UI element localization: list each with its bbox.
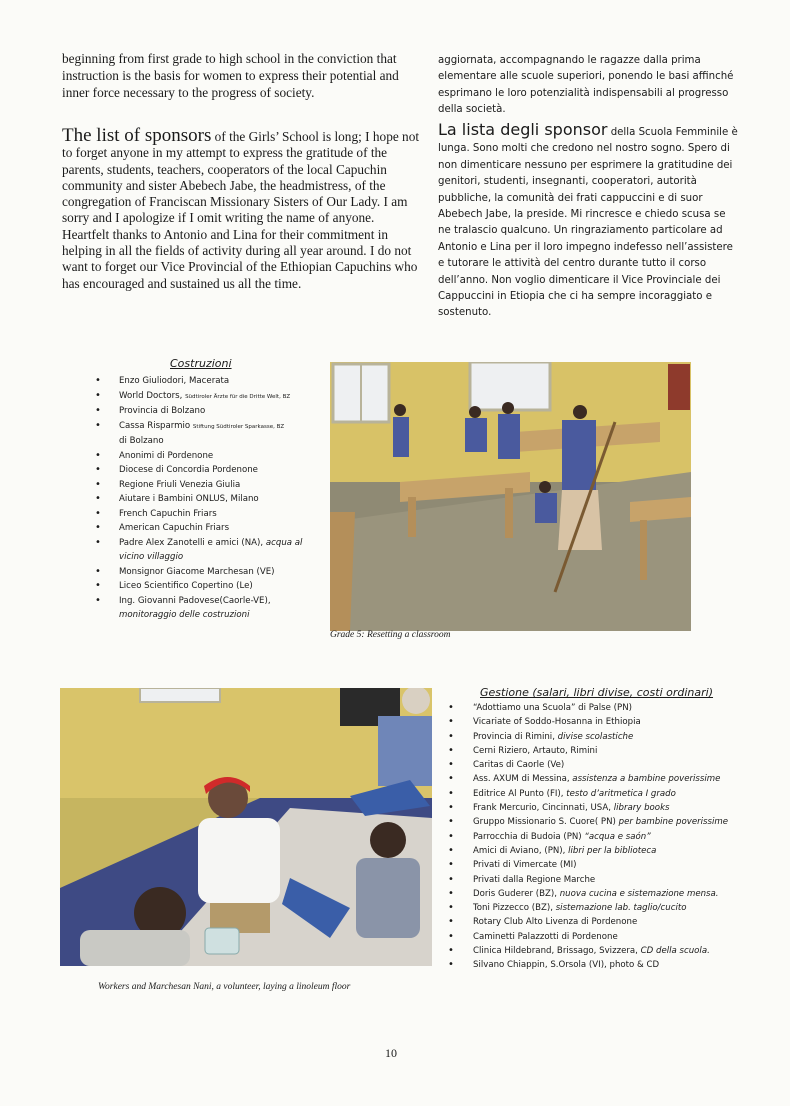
- sponsor-list-item: [448, 915, 748, 929]
- linoleum-photo-illustration: [60, 688, 432, 966]
- gestione-list: [448, 701, 748, 973]
- sponsor-name: Privati di Vimercate (MI): [473, 860, 577, 871]
- sponsor-list-item: [95, 463, 325, 478]
- sponsor-name: Privati dalla Regione Marche: [473, 874, 596, 885]
- sponsor-purpose: monitoraggio delle costruzioni: [119, 610, 250, 620]
- sponsor-list-item: [448, 944, 748, 958]
- sponsor-purpose: libri per la biblioteca: [568, 845, 657, 856]
- sponsor-purpose: divise scolastiche: [557, 731, 634, 742]
- sponsor-list-item: [448, 901, 748, 915]
- sponsor-name: Regione Friuli Venezia Giulia: [119, 479, 241, 490]
- sponsor-list-item: [95, 478, 325, 493]
- sponsor-name: Caminetti Palazzotti di Pordenone: [473, 931, 618, 942]
- classroom-photo-illustration: [330, 362, 691, 631]
- sponsor-name: Gruppo Missionario S. Cuore( PN): [473, 817, 619, 828]
- english-sponsors-paragraph: [62, 125, 422, 292]
- sponsor-name: Frank Mercurio, Cincinnati, USA,: [473, 803, 614, 814]
- sponsor-list-item: [448, 844, 748, 858]
- sponsor-list-item: [95, 419, 325, 435]
- sponsor-list-item: [95, 594, 325, 623]
- linoleum-photo-caption: Workers and Marchesan Nani, a volunteer, laying a linoleum floor: [98, 982, 351, 992]
- sponsor-name: American Capuchin Friars: [119, 523, 230, 533]
- sponsor-list-item: [448, 744, 748, 758]
- sponsor-name: Clinica Hildebrand, Brissago, Svizzera,: [473, 946, 641, 957]
- sponsor-list-item: [448, 787, 748, 801]
- sponsor-name: “Adottiamo una Scuola” di Palse (PN): [473, 703, 632, 713]
- sponsor-list-item: [95, 579, 325, 594]
- sponsor-name: Liceo Scientifico Copertino (Le): [119, 581, 253, 591]
- sponsor-name: Doris Guderer (BZ),: [473, 888, 560, 899]
- sponsor-list-item: [95, 536, 325, 565]
- sponsor-list-item: [448, 758, 748, 772]
- sponsor-purpose: assistenza a bambine poverissime: [572, 774, 721, 785]
- sponsor-name: Provincia di Bolzano: [119, 406, 206, 416]
- sponsor-list-item: [448, 701, 748, 715]
- sponsor-name: Monsignor Giacome Marchesan (VE): [119, 566, 275, 577]
- sponsor-name: Amici di Aviano, (PN),: [473, 845, 569, 856]
- sponsor-name: Toni Pizzecco (BZ),: [473, 903, 556, 914]
- sponsor-list-item: [448, 958, 748, 972]
- sponsor-name: Ing. Giovanni Padovese(Caorle-VE),: [119, 595, 271, 606]
- sponsor-list-item: [95, 449, 325, 464]
- italian-sponsors-lead: La lista degli sponsor: [438, 120, 608, 139]
- sponsor-name: Padre Alex Zanotelli e amici (NA),: [119, 537, 266, 548]
- sponsor-note: Stiftung Südtiroler Sparkasse, BZ: [192, 423, 285, 430]
- italian-intro-paragraph: aggiornata, accompagnando le ragazze dalla prima elementare alle scuole superiori, ponendo le basi affinché esprimano le loro potenzialità indispensabili al progresso della società.: [438, 55, 734, 116]
- sponsor-list-item: [95, 404, 325, 419]
- sponsor-name: Vicariate of Soddo-Hosanna in Ethiopia: [473, 717, 641, 728]
- italian-sponsors-paragraph: [438, 122, 740, 322]
- sponsor-list-item: [448, 801, 748, 815]
- sponsor-name: Cassa Risparmio: [119, 420, 193, 431]
- gestione-heading: Gestione (salari, libri divise, costi ordinari): [480, 686, 714, 699]
- sponsor-list-item: [448, 730, 748, 744]
- sponsor-list-item: [95, 374, 325, 389]
- sponsor-name: Aiutare i Bambini ONLUS, Milano: [119, 494, 259, 504]
- sponsor-list-item: [448, 873, 748, 887]
- sponsor-list-item: [95, 389, 325, 405]
- sponsor-list-item: [448, 858, 748, 872]
- sponsor-list-item: [448, 815, 748, 829]
- sponsor-name: Rotary Club Alto Livenza di Pordenone: [473, 917, 638, 928]
- sponsor-name: Silvano Chiappin, S.Orsola (VI), photo & CD: [473, 960, 660, 971]
- sponsor-purpose: nuova cucina e sistemazione mensa.: [559, 888, 719, 899]
- english-intro-paragraph: beginning from first grade to high school in the conviction that instruction is the basis for women to express their potential and inner force necessary to the progress of society.: [62, 51, 399, 100]
- sponsor-list-item: [448, 830, 748, 844]
- costruzioni-list: [95, 374, 325, 623]
- sponsor-list-item: [95, 507, 325, 522]
- sponsor-name: World Doctors,: [119, 390, 186, 401]
- sponsor-list-item: [448, 930, 748, 944]
- english-sponsors-lead-rest: of the Girls’ School is long; I: [211, 129, 370, 144]
- sponsor-note: Südtiroler Ärzte für die Dritte Welt, BZ: [185, 393, 291, 400]
- page-number: 10: [385, 1046, 397, 1060]
- classroom-photo-caption: Grade 5: Resetting a classroom: [330, 630, 451, 640]
- sponsor-name: Provincia di Rimini,: [473, 731, 558, 742]
- sponsor-name: Ass. AXUM di Messina,: [473, 774, 573, 785]
- sponsor-name: French Capuchin Friars: [119, 508, 217, 519]
- sponsor-name: Enzo Giuliodori, Macerata: [119, 376, 230, 386]
- sponsor-purpose: CD della scuola.: [640, 946, 710, 957]
- sponsor-list-item: [95, 492, 325, 507]
- sponsor-name: Caritas di Caorle (Ve): [473, 760, 565, 771]
- sponsor-name: Diocese di Concordia Pordenone: [119, 465, 258, 475]
- sponsor-list-item: [95, 434, 325, 449]
- costruzioni-heading: Costruzioni: [170, 357, 232, 370]
- sponsor-purpose: sistemazione lab. taglio/cucito: [555, 903, 687, 914]
- sponsor-name: Cerni Riziero, Artauto, Rimini: [473, 745, 598, 756]
- linoleum-photo: [60, 688, 432, 966]
- italian-sponsors-body: della Scuola Femminile è lunga. Sono molti che credono nel nostro sogno. Spero di non dimenticare nessuno per esprimere la gratitudine dei genitori, studenti, insegnanti, cooperatori, autorità pubbliche, la comunità dei frati cappuccini e di suor Abebech Jabe, la preside. Mi rincresce e chiedo scusa se ne tralascio qualcuno. Un ringraziamento particolare ad Antonio e Lina per il loro impegno indefesso nell’assistere e tutorare le attività del centro durante tutto il corso dell’anno. Non voglio dimenticare il Vice Provinciale dei Cappuccini in Etiopia che ci ha sempre incoraggiato e sostenuto.: [438, 127, 738, 319]
- classroom-photo: [330, 362, 691, 631]
- sponsor-list-item: [95, 521, 325, 536]
- sponsor-list-item: [448, 887, 748, 901]
- sponsor-purpose: library books: [613, 803, 670, 814]
- sponsor-purpose: “acqua e saón”: [584, 831, 651, 842]
- sponsor-purpose: per bambine poverissime: [618, 817, 729, 828]
- sponsor-name: Editrice Al Punto (FI),: [473, 788, 567, 799]
- sponsor-purpose: testo d’aritmetica I grado: [566, 788, 676, 799]
- sponsor-name: di Bolzano: [119, 436, 164, 446]
- sponsor-list-item: [448, 715, 748, 729]
- english-sponsors-lead: The list of sponsors: [62, 125, 212, 146]
- sponsor-list-item: [95, 565, 325, 580]
- english-sponsors-body: hope not to forget anyone in my attempt to express the gratitude of the parents, students, teachers, cooperators of the local Capuchin community and sister Abebech Jabe, the headmistress, of the congregation of Franciscan Missionary Sisters of Our Lady. I am sorry and I apologize if I omit writing the name of anyone. Heartfelt thanks to Antonio and Lina for their commitment in helping in all the fields of activity during all year around. I do not want to forget our Vice Provincial of the Ethiopian Capuchins who has encouraged and sustained us all the time.: [62, 129, 420, 291]
- sponsor-name: Anonimi di Pordenone: [119, 450, 214, 461]
- sponsor-purpose: acqua al vicino villaggio: [119, 537, 303, 562]
- sponsor-list-item: [448, 772, 748, 786]
- sponsor-name: Parrocchia di Budoia (PN): [473, 831, 585, 842]
